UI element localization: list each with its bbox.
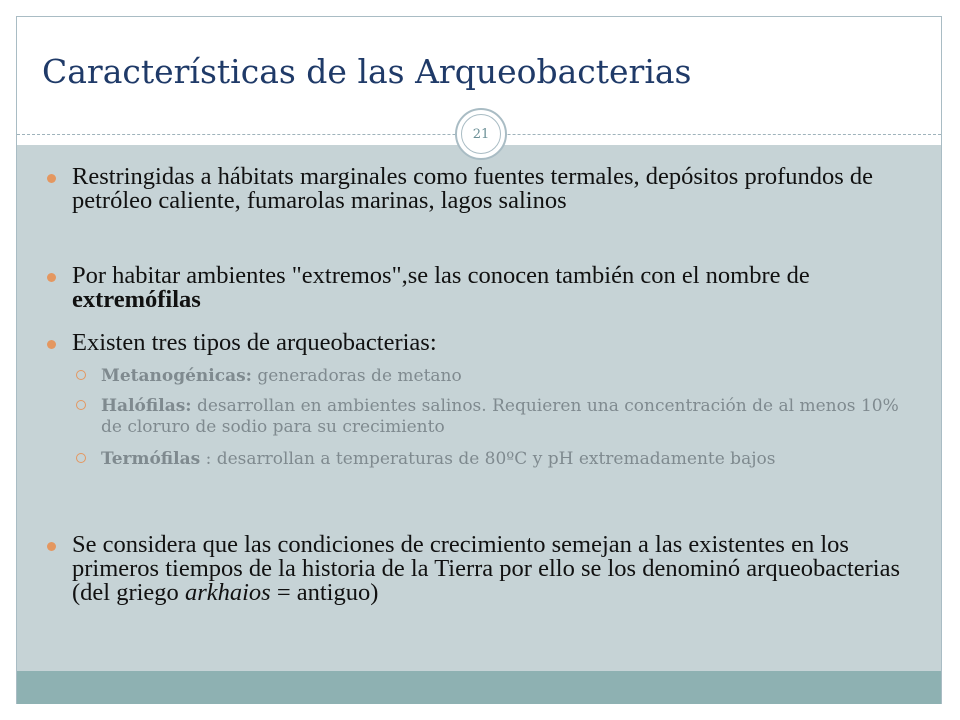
bullet-item	[47, 264, 917, 312]
bullet-text	[72, 533, 917, 605]
bullet-text	[72, 264, 917, 312]
sub-bullet-item	[76, 449, 916, 470]
circle-bullet-icon	[76, 453, 86, 463]
sub-bullet-term: Metanogénicas:	[101, 366, 252, 386]
bullet-text: Existen tres tipos de arqueobacterias:	[72, 329, 437, 356]
sub-bullet-desc: desarrollan en ambientes salinos. Requieren una concentración de al menos 10% de cloruro de sodio para su crecimiento	[101, 396, 899, 437]
bullet-item	[47, 533, 917, 605]
sub-bullet-text	[101, 449, 916, 470]
bullet-icon	[47, 542, 56, 551]
sub-bullet-term: Termófilas	[101, 449, 201, 469]
sub-bullet-term: Halófilas:	[101, 396, 192, 416]
bullet-text-part: = antiguo)	[270, 579, 379, 606]
bullet-icon	[47, 174, 56, 183]
sub-bullet-item	[76, 396, 916, 438]
bullet-text-part: Se considera que las condiciones de crecimiento semejan a las existentes en los primeros tiempos de la historia de la Tierra por ello se los denominó arqueobacterias (del griego	[72, 531, 901, 606]
bullet-icon	[47, 340, 56, 349]
bullet-bold-term: extremófilas	[72, 286, 201, 313]
circle-bullet-icon	[76, 370, 86, 380]
bullet-italic-term: arkhaios	[184, 579, 271, 606]
bullet-text: Restringidas a hábitats marginales como fuentes termales, depósitos profundos de petróleo caliente, fumarolas marinas, lagos salinos	[72, 163, 874, 214]
bullet-text-part: Por habitar ambientes "extremos",se las conocen también con el nombre de	[72, 262, 810, 289]
page-number-badge	[455, 108, 507, 160]
bullet-item	[47, 331, 917, 355]
sub-bullet-desc: generadoras de metano	[251, 366, 462, 386]
page-number: 21	[461, 114, 501, 154]
footer-band	[17, 671, 941, 704]
sub-bullet-text	[101, 366, 916, 387]
sub-bullet-desc: : desarrollan a temperaturas de 80ºC y pH extremadamente bajos	[200, 449, 776, 469]
sub-bullet-text	[101, 396, 916, 438]
circle-bullet-icon	[76, 400, 86, 410]
sub-bullet-item	[76, 366, 916, 387]
slide-title: Características de las Arqueobacterias	[42, 52, 692, 91]
bullet-icon	[47, 273, 56, 282]
bullet-item	[47, 165, 917, 213]
